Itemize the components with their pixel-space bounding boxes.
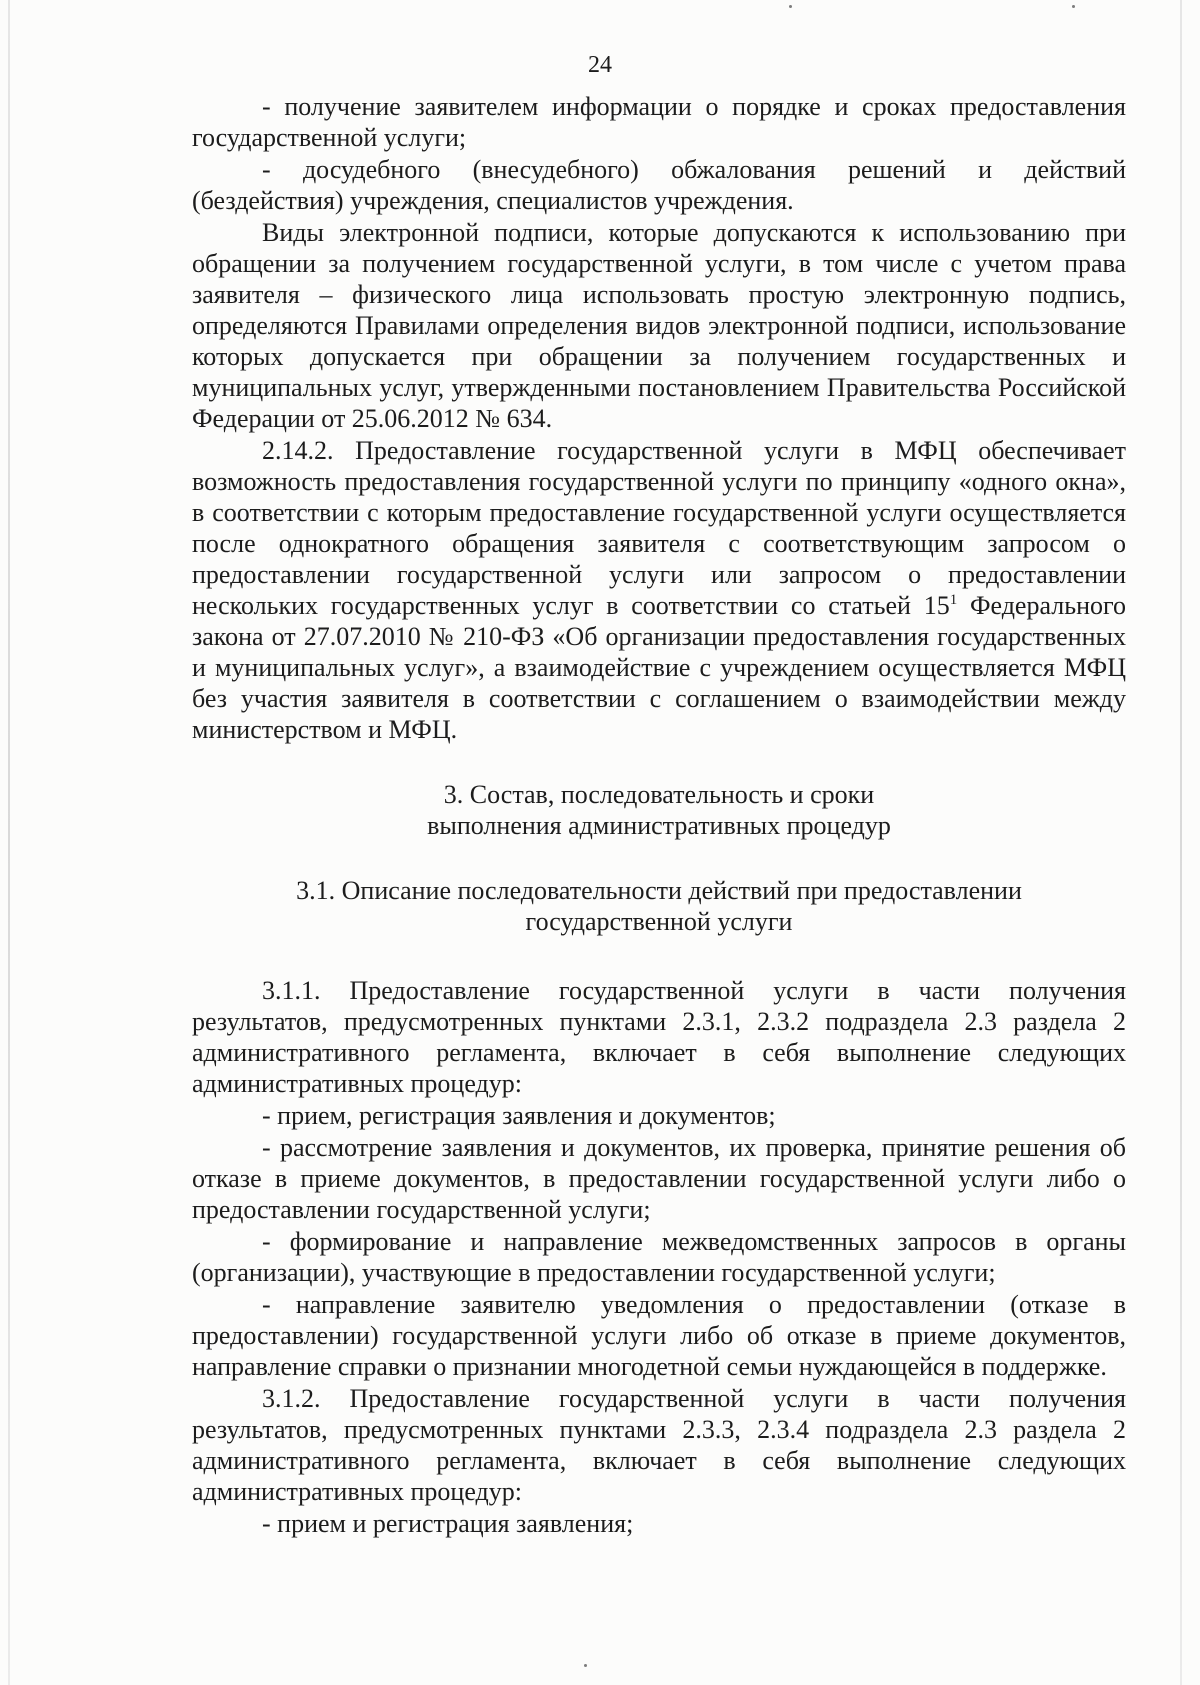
paragraph-signature-types: Виды электронной подписи, которые допускаются к использованию при обращении за получением государственной услуги, в том числе с учетом права заявителя – физического лица использовать простую электронную подпись, определяются Правилами определения видов электронной подписи, использование которых допускается при обращении за получением государственных и муниципальных услуг, утвержденными постановлением Правительства Российской Федерации от 25.06.2012 № 634. bbox=[192, 218, 1126, 433]
paragraph-2-14-2-text-a: 2.14.2. Предоставление государственной услуги в МФЦ обеспечивает возможность предоставления государственной услуги по принципу «одного окна», в соответствии с которым предоставление государственной услуги осуществляется после однократного обращения заявителя с соответствующим запросом о предоставлении государственной услуги или запросом о предоставлении нескольких государственных услуг в соответствии со статьей 15 bbox=[192, 436, 1126, 620]
paragraph-3-1-2: 3.1.2. Предоставление государственной услуги в части получения результатов, предусмотренных пунктами 2.3.3, 2.3.4 подраздела 2.3 раздела 2 административного регламента, включает в себя выполнение следующих административных процедур: bbox=[192, 1384, 1126, 1506]
scan-speck bbox=[584, 1664, 587, 1667]
paragraph-3-1-1: 3.1.1. Предоставление государственной услуги в части получения результатов, предусмотренных пунктами 2.3.1, 2.3.2 подраздела 2.3 раздела 2 административного регламента, включает в себя выполнение следующих административных процедур: bbox=[192, 976, 1126, 1098]
scan-edge-left bbox=[8, 0, 10, 1685]
list-item-interagency-requests: - формирование и направление межведомственных запросов в органы (организации), участвующие в предоставлении государственной услуги; bbox=[192, 1227, 1126, 1287]
list-item-info-order: - получение заявителем информации о порядке и сроках предоставления государственной услуги; bbox=[192, 92, 1126, 152]
subsection-heading-line-2: государственной услуги bbox=[525, 907, 793, 936]
list-item-notification: - направление заявителю уведомления о предоставлении (отказе в предоставлении) государственной услуги либо об отказе в приеме документов, направление справки о признании многодетной семьи нуждающейся в поддержке. bbox=[192, 1290, 1126, 1381]
section-heading bbox=[192, 779, 1126, 841]
section-heading-line-1: 3. Состав, последовательность и сроки bbox=[443, 780, 875, 809]
scan-speck bbox=[1072, 5, 1075, 8]
list-item-reception-registration: - прием, регистрация заявления и документов; bbox=[262, 1101, 776, 1130]
page-number: 24 bbox=[588, 52, 612, 78]
list-item-review-decision: - рассмотрение заявления и документов, их проверка, принятие решения об отказе в приеме документов, в предоставлении государственной услуги либо о предоставлении государственной услуги; bbox=[192, 1133, 1126, 1224]
subsection-heading-line-1: 3.1. Описание последовательности действий при предоставлении bbox=[296, 876, 1022, 905]
scan-edge-right bbox=[1180, 0, 1182, 1685]
list-item-reception-application: - прием и регистрация заявления; bbox=[262, 1509, 634, 1538]
paragraph-2-14-2 bbox=[192, 435, 1126, 745]
article-superscript: 1 bbox=[949, 592, 958, 608]
section-heading-line-2: выполнения административных процедур bbox=[427, 811, 891, 840]
scan-speck bbox=[789, 5, 792, 8]
subsection-heading bbox=[192, 875, 1126, 937]
list-item-pretrial-appeal: - досудебного (внесудебного) обжалования решений и действий (бездействия) учреждения, специалистов учреждения. bbox=[192, 155, 1126, 215]
paragraph-2-14-2-text-b: Федерального закона от 27.07.2010 № 210-ФЗ «Об организации предоставления государственных и муниципальных услуг», а взаимодействие с учреждением осуществляется МФЦ без участия заявителя в соответствии с соглашением о взаимодействии между министерством и МФЦ. bbox=[192, 591, 1126, 744]
document-body bbox=[192, 91, 1126, 1539]
